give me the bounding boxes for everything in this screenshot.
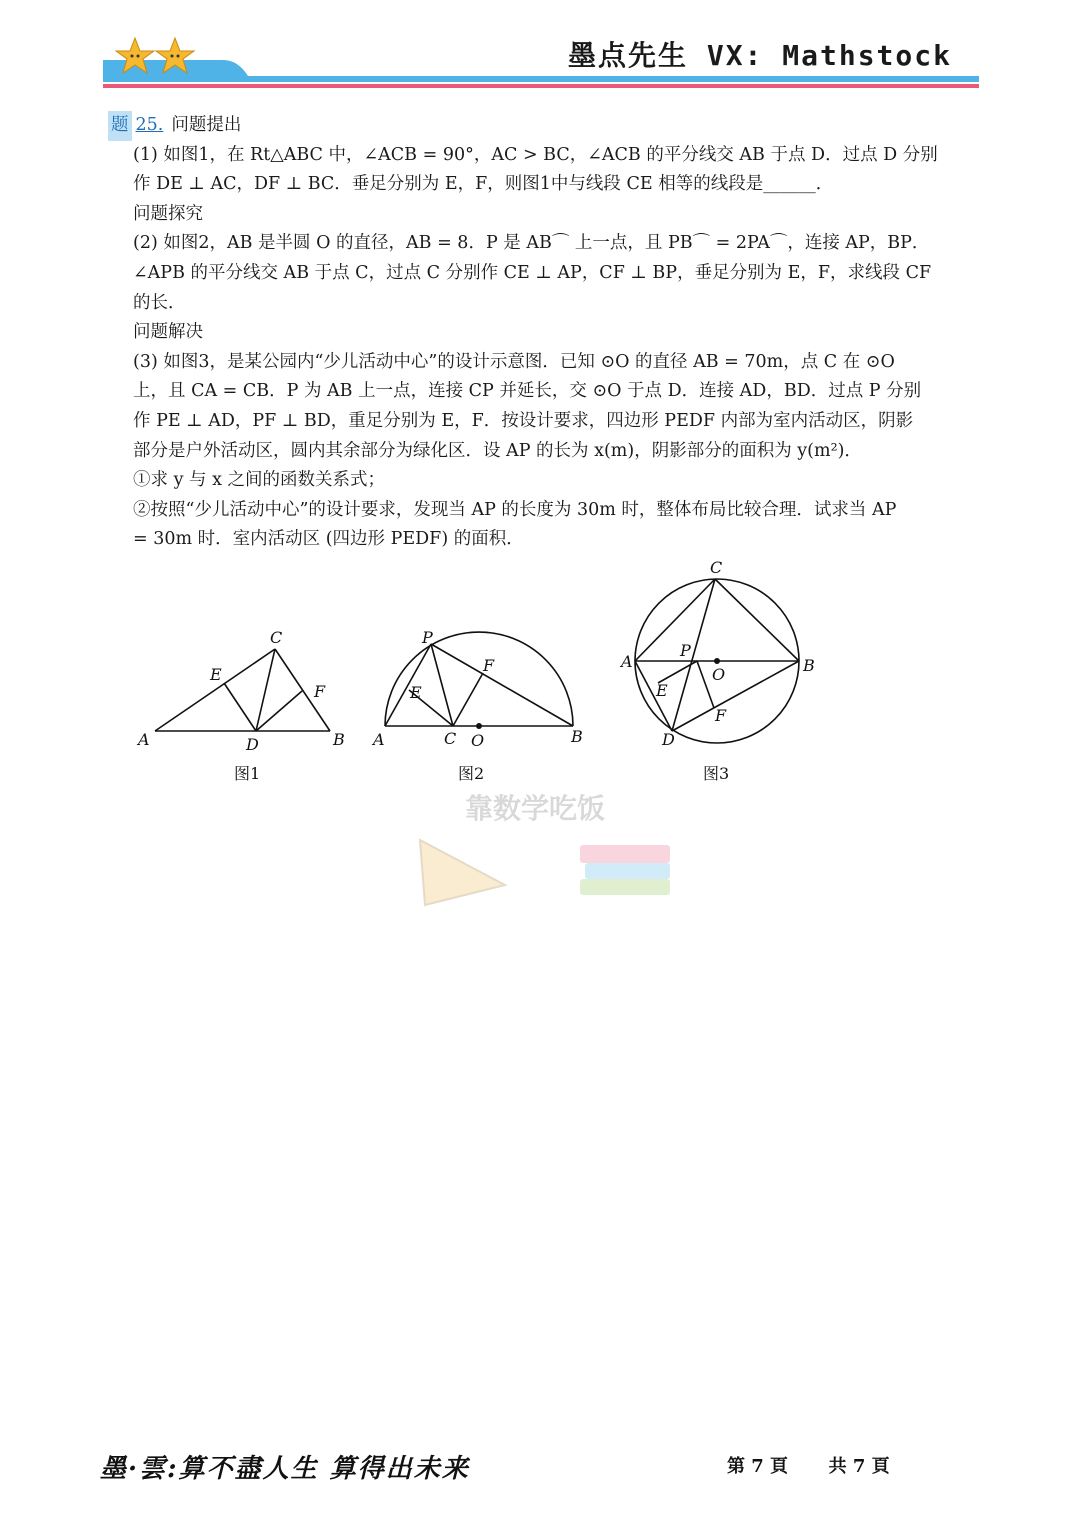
- fig3-label-O: O: [712, 665, 726, 684]
- section1-title: 问题提出: [171, 115, 242, 135]
- watermark-text: 靠数学吃饭: [465, 792, 606, 825]
- books-icon: [580, 845, 670, 895]
- fig3-label-P: P: [680, 641, 691, 660]
- fig1-label-B: B: [333, 730, 345, 749]
- fig2-label-F: F: [483, 656, 495, 675]
- fig2-label-P: P: [422, 628, 433, 647]
- total-label: 共 7 頁: [828, 1456, 890, 1477]
- figure-1-lines: [155, 649, 330, 731]
- footer-motto: 墨·雲:算不盡人生 算得出未来: [100, 1454, 470, 1484]
- fig2-label-O: O: [471, 731, 485, 750]
- question-header: [108, 111, 983, 141]
- fig2-label-E: E: [410, 683, 422, 702]
- figures: [130, 555, 830, 795]
- ruler-icon: [420, 840, 505, 905]
- fig1-label-F: F: [314, 682, 326, 701]
- footer-page-info: [727, 1452, 890, 1478]
- fig3-label-C: C: [710, 558, 723, 577]
- header-title: 墨点先生 VX: Mathstock: [567, 39, 952, 72]
- header-pink-line: [103, 84, 979, 88]
- fig1-label-C: C: [270, 628, 283, 647]
- fig2-label-C: C: [444, 729, 457, 748]
- fig3-label-A: A: [621, 652, 633, 671]
- p3-q2-line2: = 30m 时．室内活动区 (四边形 PEDF) 的面积．: [133, 529, 524, 550]
- p3-line4: 部分是户外活动区，圆内其余部分为绿化区．设 AP 的长为 x(m)，阴影部分的面积为 y(m²)．: [133, 440, 862, 461]
- p2-line3: 的长．: [133, 292, 186, 313]
- p3-line1: (3) 如图3，是某公园内“少儿活动中心”的设计示意图．已知 ⊙O 的直径 AB = 70m，点 C 在 ⊙O: [133, 351, 895, 372]
- fig2-label-A: A: [373, 730, 385, 749]
- fig1-caption: 图1: [234, 764, 261, 783]
- p3-line3: 作 PE ⊥ AD，PF ⊥ BD，重足分别为 E，F．按设计要求，四边形 PEDF 内部为室内活动区，阴影: [133, 410, 914, 431]
- p1-line1: (1) 如图1，在 Rt△ABC 中，∠ACB = 90°，AC > BC，∠ACB 的平分线交 AB 于点 D．过点 D 分别: [133, 144, 938, 165]
- p3-q2-line1: ②按照“少儿活动中心”的设计要求，发现当 AP 的长度为 30m 时，整体布局比较合理．试求当 AP: [133, 499, 897, 520]
- section2-title: 问题探究: [133, 203, 203, 224]
- figure-2-lines: [385, 632, 573, 726]
- fig1-label-E: E: [210, 665, 222, 684]
- question-body: [108, 111, 983, 555]
- fig1-label-D: D: [246, 735, 259, 754]
- p2-line1: (2) 如图2，AB 是半圆 O 的直径，AB = 8．P 是 AB⌒ 上一点，且 PB⌒ = 2PA⌒，连接 AP，BP．: [133, 233, 930, 254]
- section3-title: 问题解决: [133, 322, 203, 343]
- fig2-caption: 图2: [458, 764, 485, 783]
- fig3-label-F: F: [715, 706, 727, 725]
- figure-3-center-dot: [714, 658, 720, 664]
- fig2-label-B: B: [571, 727, 583, 746]
- fig3-label-B: B: [803, 656, 815, 675]
- fig1-label-A: A: [138, 730, 150, 749]
- stars-icon: [115, 36, 200, 81]
- fig3-label-E: E: [656, 681, 668, 700]
- question-tag: 题: [108, 111, 132, 141]
- fig3-label-D: D: [662, 730, 675, 749]
- figure-2-center-dot: [476, 723, 482, 729]
- p3-line2: 上，且 CA = CB．P 为 AB 上一点，连接 CP 并延长，交 ⊙O 于点 D．连接 AD，BD．过点 P 分别: [133, 381, 922, 402]
- page-label: 第 7 頁: [727, 1456, 789, 1477]
- p3-q1: ①求 y 与 x 之间的函数关系式；: [133, 470, 386, 491]
- watermark: [395, 780, 695, 920]
- fig3-caption: 图3: [703, 764, 730, 783]
- p2-line2: ∠APB 的平分线交 AB 于点 C，过点 C 分别作 CE ⊥ AP，CF ⊥ BP，垂足分别为 E，F，求线段 CF: [133, 262, 932, 283]
- p1-line2: 作 DE ⊥ AC，DF ⊥ BC．垂足分别为 E，F，则图1中与线段 CE 相等的线段是______．: [133, 174, 834, 195]
- question-number: 25.: [135, 115, 164, 135]
